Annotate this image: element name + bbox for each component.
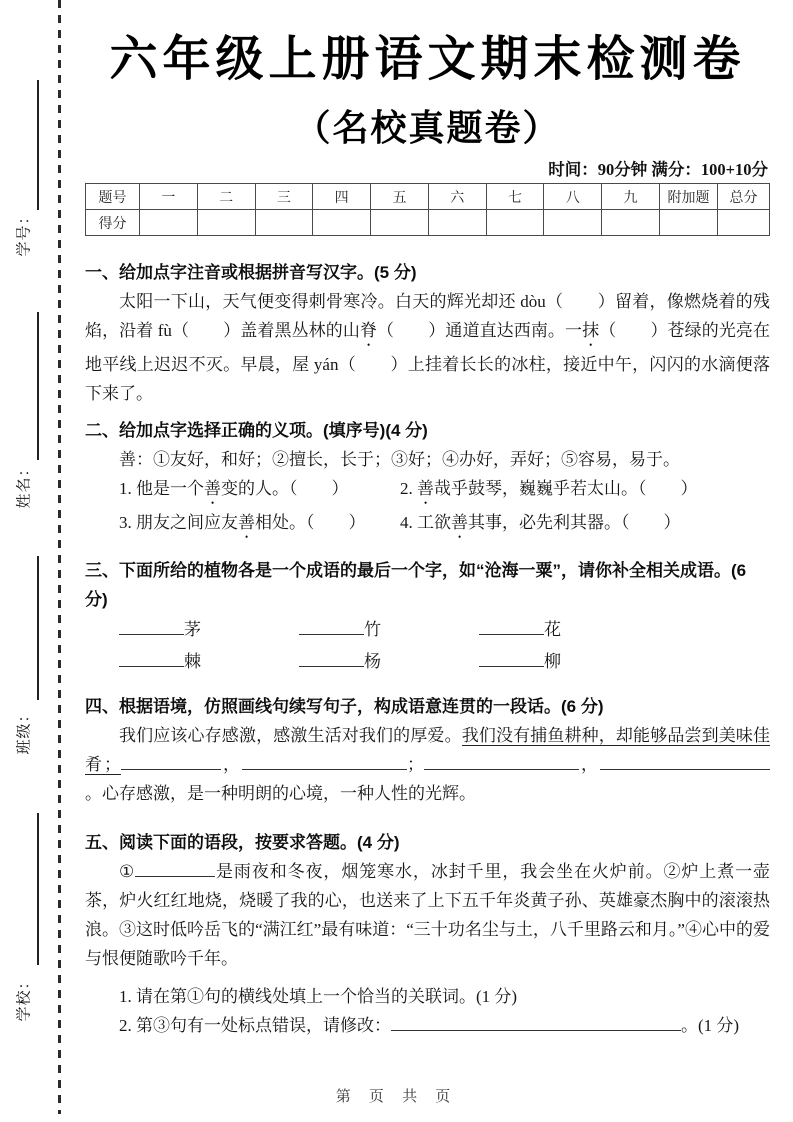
question-1 <box>85 258 770 408</box>
score-table <box>85 183 770 236</box>
page-title: 六年级上册语文期末检测卷 <box>109 33 746 86</box>
score-cell-empty <box>371 210 429 236</box>
q4-tail-text: 。心存感激，是一种明朗的心境，一种人性的光辉。 <box>85 784 476 803</box>
q2-item-1 <box>119 474 400 508</box>
blank-line <box>479 649 544 667</box>
question-5 <box>85 828 770 1040</box>
score-header-cell: 三 <box>255 184 313 210</box>
question-3 <box>85 556 770 678</box>
blank-line <box>242 752 407 770</box>
blank-line <box>135 859 215 877</box>
plant-char: 柳 <box>544 652 561 671</box>
q2-item-text: 哉乎鼓琴，巍巍乎若太山。（ ） <box>434 479 698 498</box>
q2-item-3 <box>119 508 400 542</box>
margin-dashed-line <box>58 0 61 1114</box>
q4-punct: ； <box>407 755 424 774</box>
score-cell-empty <box>140 210 198 236</box>
q1-text: （ ）通道直达西南。一 <box>377 321 583 340</box>
idiom-blank-item <box>479 646 561 678</box>
sidebar-write-line-student-no <box>37 80 39 210</box>
q1-dotted-char: 抹 <box>582 321 600 340</box>
q2-item-text: 4. 工欲 <box>400 513 451 532</box>
q2-item-text: 3. 朋友之间应友 <box>119 513 238 532</box>
q2-dotted-char: 善 <box>204 479 221 498</box>
q2-dotted-char: 善 <box>451 513 468 532</box>
score-cell-empty <box>197 210 255 236</box>
question-2-definitions: 善：①友好，和好；②擅长，长于；③好；④办好，弄好；⑤容易，易于。 <box>119 450 680 469</box>
question-2-row-1 <box>85 474 770 508</box>
question-3-row-2 <box>85 646 770 678</box>
blank-line <box>479 617 544 635</box>
score-row-label: 得分 <box>86 210 140 236</box>
score-cell-empty <box>486 210 544 236</box>
score-table-header-row <box>86 184 770 210</box>
idiom-blank-item <box>119 614 201 646</box>
score-cell-empty <box>544 210 602 236</box>
score-cell-empty <box>660 210 718 236</box>
question-2-row-2 <box>85 508 770 542</box>
exam-meta: 时间：90分钟 满分：100+10分 <box>548 160 768 179</box>
score-cell-empty <box>428 210 486 236</box>
q4-punct: ， <box>221 755 242 774</box>
question-2 <box>85 416 770 542</box>
q4-underlined-sentence: 我们没有捕鱼耕种，却能够品尝到美味佳肴； <box>85 726 770 774</box>
plant-char: 杨 <box>364 652 381 671</box>
blank-line <box>299 617 364 635</box>
question-5-heading: 五、阅读下面的语段，按要求答题。(4 分) <box>85 833 400 852</box>
sidebar-write-line-class <box>37 556 39 700</box>
score-header-cell: 九 <box>602 184 660 210</box>
page-footer: 第 页 共 页 <box>335 1088 458 1105</box>
q4-lead-text: 我们应该心存感激，感激生活对我们的厚爱。 <box>119 726 462 745</box>
score-header-cell: 附加题 <box>660 184 718 210</box>
question-2-heading: 二、给加点字选择正确的义项。(填序号)(4 分) <box>85 421 428 440</box>
q2-item-2 <box>400 474 770 508</box>
q1-text: 太阳一下山，天气便变得刺骨寒冷。白天的辉光却还 dòu（ ）留着，像燃烧着的残焰，沿着 fù（ ）盖着黑丛林的山 <box>85 292 770 340</box>
sidebar-label-name: 姓名： <box>16 460 33 509</box>
question-3-heading: 三、下面所给的植物各是一个成语的最后一个字，如“沧海一粟”，请你补全相关成语。(6 分) <box>85 561 747 609</box>
question-4-heading: 四、根据语境，仿照画线句续写句子，构成语意连贯的一段话。(6 分) <box>85 697 604 716</box>
score-cell-empty <box>602 210 660 236</box>
plant-char: 竹 <box>364 620 381 639</box>
sidebar-write-line-school <box>37 813 39 965</box>
idiom-blank-item <box>299 614 381 646</box>
blank-line <box>600 752 770 770</box>
score-header-cell: 六 <box>428 184 486 210</box>
q1-dotted-char: 脊 <box>359 321 378 340</box>
q2-dotted-char: 善 <box>417 479 434 498</box>
question-5-sub-2 <box>85 1011 770 1040</box>
plant-char: 棘 <box>184 652 201 671</box>
page-subtitle: （名校真题卷） <box>294 107 561 148</box>
question-3-row-1 <box>85 614 770 646</box>
q2-item-text: 1. 他是一个 <box>119 479 204 498</box>
q2-dotted-char: 善 <box>238 513 255 532</box>
q2-item-text: 其事，必先利其器。（ ） <box>468 513 681 532</box>
score-table-score-row <box>86 210 770 236</box>
q2-item-text: 变的人。（ ） <box>221 479 349 498</box>
blank-line <box>119 617 184 635</box>
score-cell-empty <box>313 210 371 236</box>
question-1-heading: 一、给加点字注音或根据拼音写汉字。(5 分) <box>85 263 417 282</box>
q5-sub2-text: 2. 第③句有一处标点错误，请修改： <box>119 1016 391 1035</box>
score-header-cell: 一 <box>140 184 198 210</box>
blank-line <box>424 752 579 770</box>
q4-punct: ， <box>579 755 600 774</box>
idiom-blank-item <box>479 614 561 646</box>
score-header-cell: 五 <box>371 184 429 210</box>
question-4 <box>85 692 770 808</box>
score-header-cell: 题号 <box>86 184 140 210</box>
q5-text: 是雨夜和冬夜，烟笼寒水，冰封千里，我会坐在火炉前。②炉上煮一壶茶，炉火红红地烧，烧暖了我的心，也送来了上下五千年炎黄子孙、英雄豪杰胸中的滚滚热浪。③这时低吟岳飞的“满江红”最有味道：“三十功名尘与土，八千里路云和月。”④心中的爱与恨便随歌吟千年。 <box>85 862 770 968</box>
idiom-blank-item <box>299 646 381 678</box>
score-header-cell: 八 <box>544 184 602 210</box>
score-cell-empty <box>255 210 313 236</box>
sidebar-write-line-name <box>37 312 39 460</box>
score-header-cell: 四 <box>313 184 371 210</box>
score-header-cell: 七 <box>486 184 544 210</box>
score-header-cell: 总分 <box>718 184 770 210</box>
question-5-paragraph <box>85 857 770 973</box>
exam-body <box>85 0 770 1040</box>
sidebar-label-class: 班级： <box>16 706 33 755</box>
score-cell-empty <box>718 210 770 236</box>
score-header-cell: 二 <box>197 184 255 210</box>
q2-item-text: 2. <box>400 479 417 498</box>
q1-text: （ ）苍绿的光亮在地平线上迟迟不灭。早晨，屋 yán（ ）上挂着长长的冰柱，接近中午，闪闪的水滴便落下来了。 <box>85 321 771 403</box>
plant-char: 茅 <box>184 620 201 639</box>
question-5-sub-1: 1. 请在第①句的横线处填上一个恰当的关联词。(1 分) <box>119 987 518 1006</box>
sidebar-label-student-no: 学号： <box>16 208 33 257</box>
idiom-blank-item <box>119 646 201 678</box>
question-1-paragraph <box>85 287 770 408</box>
q5-sub2-text: 。(1 分) <box>681 1016 740 1035</box>
blank-line <box>121 752 221 770</box>
blank-line <box>391 1013 681 1031</box>
sidebar-label-school: 学校： <box>16 973 33 1022</box>
q2-item-4 <box>400 508 770 542</box>
blank-line <box>299 649 364 667</box>
question-4-paragraph <box>85 721 770 808</box>
blank-line <box>119 649 184 667</box>
q5-text: ① <box>119 862 136 881</box>
plant-char: 花 <box>544 620 561 639</box>
q2-item-text: 相处。（ ） <box>255 513 366 532</box>
